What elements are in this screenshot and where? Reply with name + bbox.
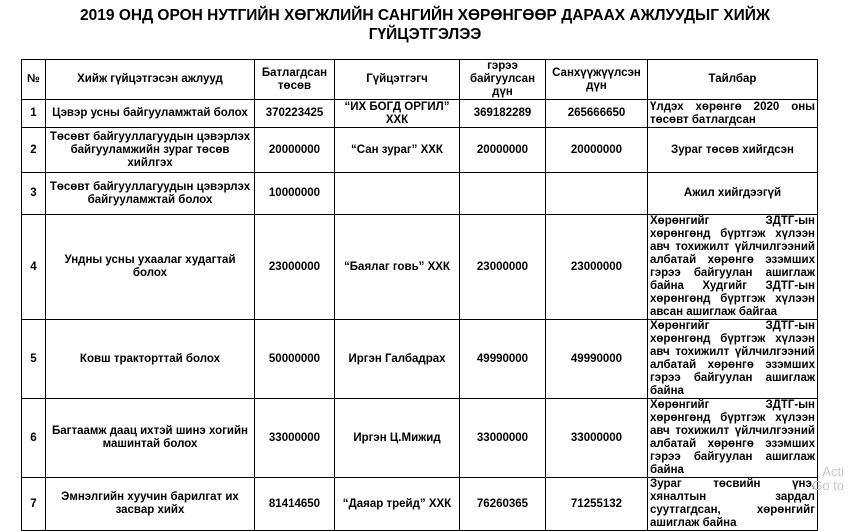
row-no: 6 [22, 399, 46, 478]
row-contract: 369182289 [460, 100, 546, 128]
row-no: 2 [22, 128, 46, 173]
table-row [22, 478, 818, 531]
row-no: 3 [22, 173, 46, 215]
row-work: Ундны усны ухаалаг худагтай болох [46, 215, 255, 320]
watermark-line-1: Acti [822, 464, 844, 479]
row-budget: 50000000 [255, 320, 335, 399]
row-funded: 20000000 [546, 128, 648, 173]
row-work: Багтаамж даац ихтэй шинэ хогийн машинтай болох [46, 399, 255, 478]
row-note: Хөрөнгийг ЗДТГ-ын хөрөнгөнд бүртгэж хүлээн авч тохижилт үйлчилгээний албатай хөрөнгө эзэмших гэрээ байгуулан ашиглаж байна Худгийг ЗДТГ-ын хөрөнгөнд бүртгэж хүлээн авсан ашиглаж байгаа [648, 215, 818, 320]
col-header-funded: Санхүүжүүлсэн дүн [546, 60, 648, 100]
header-row [22, 60, 818, 100]
row-funded: 33000000 [546, 399, 648, 478]
page-title [0, 6, 850, 44]
row-note: Ажил хийгдээгүй [648, 173, 818, 215]
row-note: Үлдэх хөрөнгө 2020 оны төсөвт батлагдсан [648, 100, 818, 128]
row-contractor: “ИХ БОГД ОРГИЛ” ХХК [335, 100, 460, 128]
col-header-work: Хийж гүйцэтгэсэн ажлууд [46, 60, 255, 100]
row-budget: 33000000 [255, 399, 335, 478]
row-contract: 23000000 [460, 215, 546, 320]
col-header-no: № [22, 60, 46, 100]
col-header-contractor: Гүйцэтгэгч [335, 60, 460, 100]
row-note: Хөрөнгийг ЗДТГ-ын хөрөнгөнд бүртгэж хүлээн авч тохижилт үйлчилгээний албатай хөрөнгө эзэмших гэрээ байгуулан ашиглаж байна [648, 320, 818, 399]
works-table [21, 59, 818, 531]
row-work: Төсөвт байгууллагуудын цэвэрлэх байгууламжийн зураг төсөв хийлгэх [46, 128, 255, 173]
row-work: Эмнэлгийн хуучин барилгат их засвар хийх [46, 478, 255, 531]
row-contractor: Иргэн Галбадрах [335, 320, 460, 399]
row-work: Ковш тракторттай болох [46, 320, 255, 399]
row-contract: 49990000 [460, 320, 546, 399]
row-funded: 265666650 [546, 100, 648, 128]
table-row [22, 399, 818, 478]
row-budget: 10000000 [255, 173, 335, 215]
row-contract: 20000000 [460, 128, 546, 173]
activation-watermark [812, 465, 844, 493]
row-contractor [335, 173, 460, 215]
table-row [22, 100, 818, 128]
row-contract [460, 173, 546, 215]
table-row [22, 128, 818, 173]
row-contract: 33000000 [460, 399, 546, 478]
row-budget: 23000000 [255, 215, 335, 320]
row-contract: 76260365 [460, 478, 546, 531]
table-row [22, 215, 818, 320]
row-contractor: “Сан зураг” ХХК [335, 128, 460, 173]
watermark-line-2: Go to [812, 478, 844, 493]
row-work: Цэвэр усны байгууламжтай болох [46, 100, 255, 128]
row-funded: 49990000 [546, 320, 648, 399]
title-line-2: ГҮЙЦЭТГЭЛЭЭ [368, 26, 482, 43]
col-header-budget: Батлагдсан төсөв [255, 60, 335, 100]
row-budget: 370223425 [255, 100, 335, 128]
row-no: 5 [22, 320, 46, 399]
row-funded: 23000000 [546, 215, 648, 320]
row-work: Төсөвт байгууллагуудын цэвэрлэх байгууламжтай болох [46, 173, 255, 215]
row-funded [546, 173, 648, 215]
col-header-contract: гэрээ байгуулсан дүн [460, 60, 546, 100]
row-note: Зураг төсвийн үнэ, хяналтын зардал суутгагдсан, хөрөнгийг ашиглаж байна [648, 478, 818, 531]
row-note: Хөрөнгийг ЗДТГ-ын хөрөнгөнд бүртгэж хүлээн авч тохижилт үйлчилгээний албатай хөрөнгө эзэмших гэрээ байгуулан ашиглаж байна [648, 399, 818, 478]
row-contractor: “Даяар трейд” ХХК [335, 478, 460, 531]
table-row [22, 173, 818, 215]
row-budget: 81414650 [255, 478, 335, 531]
row-no: 1 [22, 100, 46, 128]
row-contractor: “Баялаг говь” ХХК [335, 215, 460, 320]
table-row [22, 320, 818, 399]
col-header-note: Тайлбар [648, 60, 818, 100]
row-no: 7 [22, 478, 46, 531]
row-note: Зураг төсөв хийгдсэн [648, 128, 818, 173]
row-no: 4 [22, 215, 46, 320]
row-contractor: Иргэн Ц.Мижид [335, 399, 460, 478]
row-budget: 20000000 [255, 128, 335, 173]
title-line-1: 2019 ОНД ОРОН НУТГИЙН ХӨГЖЛИЙН САНГИЙН ХӨРӨНГӨӨР ДАРААХ АЖЛУУДЫГ ХИЙЖ [80, 7, 770, 24]
row-funded: 71255132 [546, 478, 648, 531]
